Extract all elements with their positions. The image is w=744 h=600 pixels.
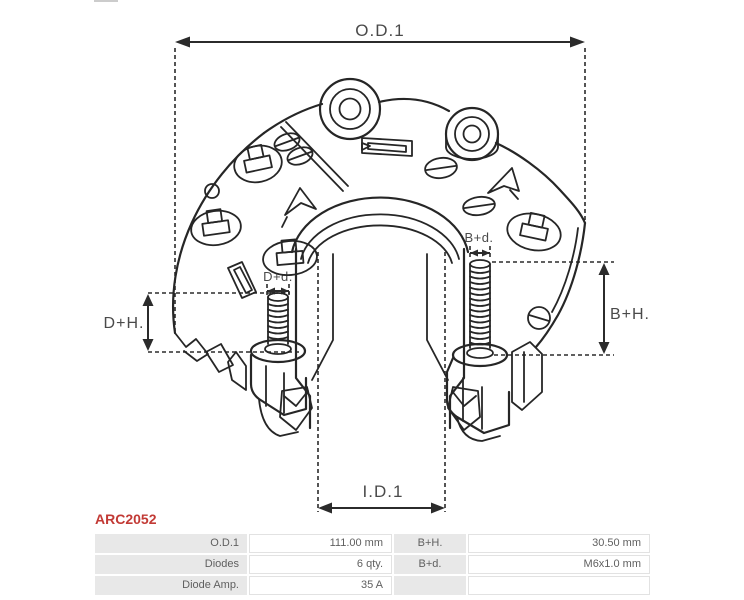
- bd-label: B+d.: [464, 230, 494, 245]
- down-arrowhead-icon: [143, 339, 154, 351]
- spec-label-cell: [394, 576, 466, 595]
- dd-label: D+d.: [263, 269, 293, 284]
- down-arrowhead-icon: [599, 342, 610, 354]
- left-mount-foot: [228, 352, 306, 436]
- diode-pad: [504, 209, 564, 255]
- spec-value-cell: [468, 576, 650, 595]
- spec-value-cell: 35 A: [249, 576, 392, 595]
- diode-pads: [189, 141, 564, 277]
- left-arrowhead-icon: [470, 250, 478, 257]
- right-arrowhead-icon: [431, 503, 445, 514]
- spec-table: [95, 534, 648, 595]
- plate-details: [205, 130, 550, 329]
- od1-label: O.D.1: [355, 21, 405, 40]
- spec-label-cell: O.D.1: [95, 534, 247, 553]
- dh-label: D+H.: [103, 315, 145, 332]
- dimension-bh: [492, 262, 650, 355]
- right-arrowhead-icon: [482, 250, 490, 257]
- right-arrowhead-icon: [570, 37, 585, 48]
- center-collar: [280, 198, 480, 430]
- spec-label-cell: Diode Amp.: [95, 576, 247, 595]
- up-arrowhead-icon: [143, 294, 154, 306]
- bearing-boss-left: [320, 79, 380, 139]
- spec-value-cell: 111.00 mm: [249, 534, 392, 553]
- dimension-bd: [464, 230, 493, 260]
- up-arrowhead-icon: [599, 263, 610, 275]
- spec-value-cell: M6x1.0 mm: [468, 555, 650, 574]
- part-number-link[interactable]: ARC2052: [95, 511, 157, 527]
- spec-label-cell: B+d.: [394, 555, 466, 574]
- left-arrowhead-icon: [175, 37, 190, 48]
- spec-label-cell: Diodes: [95, 555, 247, 574]
- dimension-id1: [318, 252, 445, 514]
- bh-label: B+H.: [609, 306, 651, 323]
- spec-value-cell: 30.50 mm: [468, 534, 650, 553]
- spec-label-cell: B+H.: [394, 534, 466, 553]
- bearing-boss-right: [446, 108, 498, 160]
- spec-value-cell: 6 qty.: [249, 555, 392, 574]
- bplus-stud: [453, 260, 507, 366]
- left-arrowhead-icon: [318, 503, 332, 514]
- arrow-mark-right: [488, 168, 519, 199]
- id1-label: I.D.1: [362, 482, 404, 501]
